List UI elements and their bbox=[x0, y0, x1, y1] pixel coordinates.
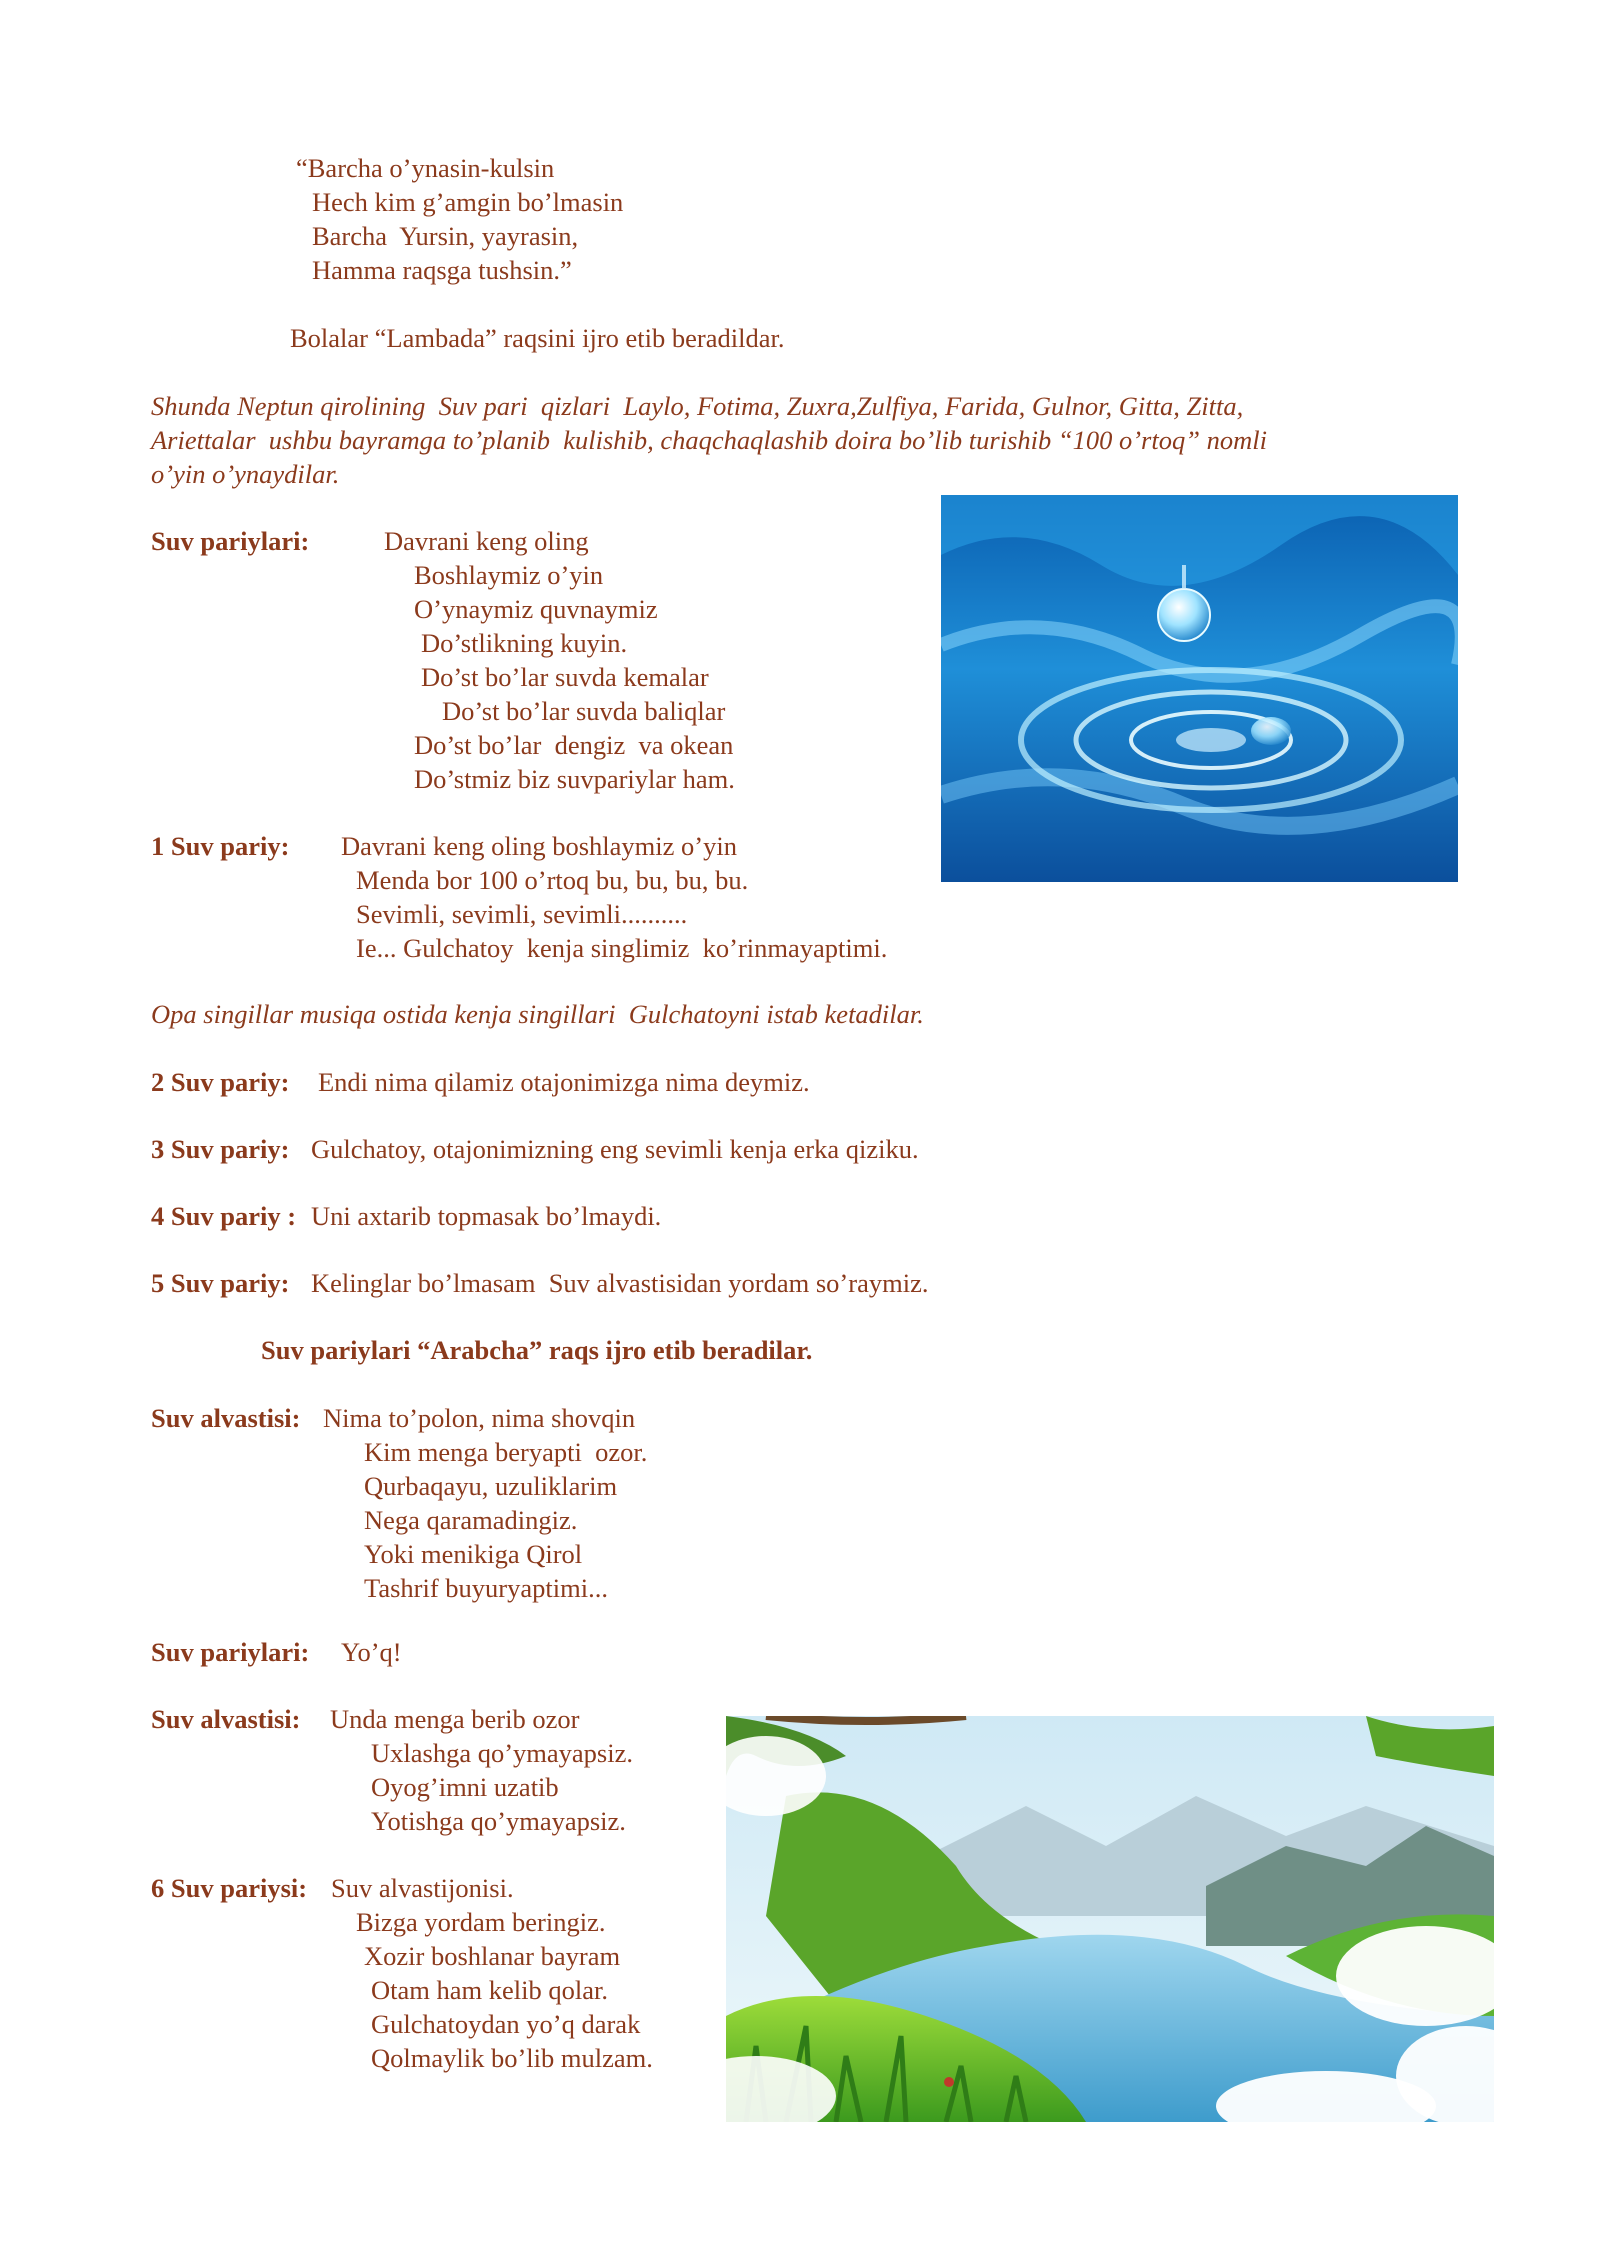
speaker-label: 1 Suv pariy: bbox=[151, 831, 290, 861]
stage-direction: Opa singillar musiqa ostida kenja singillari Gulchatoyni istab ketadilar. bbox=[151, 999, 924, 1029]
speaker-label: 3 Suv pariy: bbox=[151, 1134, 290, 1164]
stage-direction-line: Ariettalar ushbu bayramga to’planib kulishib, chaqchaqlashib doira bo’lib turishib “100 o’rtoq” nomli bbox=[151, 425, 1267, 455]
speaker-label: Suv alvastisi: bbox=[151, 1704, 301, 1734]
dialogue-line: Yo’q! bbox=[341, 1637, 402, 1667]
verse-line: Tashrif buyuryaptimi... bbox=[364, 1573, 608, 1603]
verse-line: Oyog’imni uzatib bbox=[371, 1772, 559, 1802]
poem-line: “Barcha o’ynasin-kulsin bbox=[296, 153, 555, 183]
verse-line: Otam ham kelib qolar. bbox=[371, 1975, 608, 2005]
river-landscape-image bbox=[726, 1716, 1494, 2122]
speaker-label: 4 Suv pariy : bbox=[151, 1201, 297, 1231]
verse-line: Qolmaylik bo’lib mulzam. bbox=[371, 2043, 653, 2073]
dialogue-line: Kelinglar bo’lmasam Suv alvastisidan yordam so’raymiz. bbox=[311, 1268, 929, 1298]
verse-line: O’ynaymiz quvnaymiz bbox=[414, 594, 658, 624]
verse-line: Davrani keng oling boshlaymiz o’yin bbox=[341, 831, 737, 861]
verse-line: Ie... Gulchatoy kenja singlimiz ko’rinmayaptimi. bbox=[356, 933, 888, 963]
stage-direction: Bolalar “Lambada” raqsini ijro etib beradildar. bbox=[290, 323, 785, 353]
speaker-label: Suv alvastisi: bbox=[151, 1403, 301, 1433]
dialogue-line: Uni axtarib topmasak bo’lmaydi. bbox=[311, 1201, 662, 1231]
verse-line: Boshlaymiz o’yin bbox=[414, 560, 604, 590]
verse-line: Yoki menikiga Qirol bbox=[364, 1539, 583, 1569]
verse-line: Do’stmiz biz suvpariylar ham. bbox=[414, 764, 735, 794]
verse-line: Kim menga beryapti ozor. bbox=[364, 1437, 648, 1467]
verse-line: Xozir boshlanar bayram bbox=[364, 1941, 621, 1971]
verse-line: Unda menga berib ozor bbox=[330, 1704, 580, 1734]
verse-line: Nima to’polon, nima shovqin bbox=[323, 1403, 636, 1433]
dialogue-line: Endi nima qilamiz otajonimizga nima deymiz. bbox=[318, 1067, 810, 1097]
verse-line: Do’st bo’lar suvda baliqlar bbox=[442, 696, 726, 726]
verse-line: Do’st bo’lar dengiz va okean bbox=[414, 730, 734, 760]
verse-line: Uxlashga qo’ymayapsiz. bbox=[371, 1738, 633, 1768]
stage-direction-line: o’yin o’ynaydilar. bbox=[151, 459, 340, 489]
poem-line: Barcha Yursin, yayrasin, bbox=[312, 221, 579, 251]
water-drop-image bbox=[941, 495, 1458, 882]
verse-line: Do’st bo’lar suvda kemalar bbox=[421, 662, 709, 692]
dialogue-line: Gulchatoy, otajonimizning eng sevimli kenja erka qiziku. bbox=[311, 1134, 919, 1164]
verse-line: Qurbaqayu, uzuliklarim bbox=[364, 1471, 618, 1501]
verse-line: Do’stlikning kuyin. bbox=[421, 628, 628, 658]
verse-line: Suv alvastijonisi. bbox=[331, 1873, 514, 1903]
speaker-label: 5 Suv pariy: bbox=[151, 1268, 290, 1298]
verse-line: Bizga yordam beringiz. bbox=[356, 1907, 606, 1937]
verse-line: Yotishga qo’ymayapsiz. bbox=[371, 1806, 626, 1836]
speaker-label: 6 Suv pariysi: bbox=[151, 1873, 308, 1903]
verse-line: Gulchatoydan yo’q darak bbox=[371, 2009, 641, 2039]
verse-line: Menda bor 100 o’rtoq bu, bu, bu, bu. bbox=[356, 865, 749, 895]
stage-direction: Suv pariylari “Arabcha” raqs ijro etib beradilar. bbox=[261, 1335, 813, 1365]
poem-line: Hech kim g’amgin bo’lmasin bbox=[312, 187, 624, 217]
verse-line: Sevimli, sevimli, sevimli.......... bbox=[356, 899, 688, 929]
speaker-label: Suv pariylari: bbox=[151, 1637, 310, 1667]
speaker-label: Suv pariylari: bbox=[151, 526, 310, 556]
verse-line: Davrani keng oling bbox=[384, 526, 589, 556]
stage-direction-line: Shunda Neptun qirolining Suv pari qizlari Laylo, Fotima, Zuxra,Zulfiya, Farida, Gulnor, Gitta, Zitta, bbox=[151, 391, 1244, 421]
verse-line: Nega qaramadingiz. bbox=[364, 1505, 578, 1535]
speaker-label: 2 Suv pariy: bbox=[151, 1067, 290, 1097]
poem-line: Hamma raqsga tushsin.” bbox=[312, 255, 572, 285]
